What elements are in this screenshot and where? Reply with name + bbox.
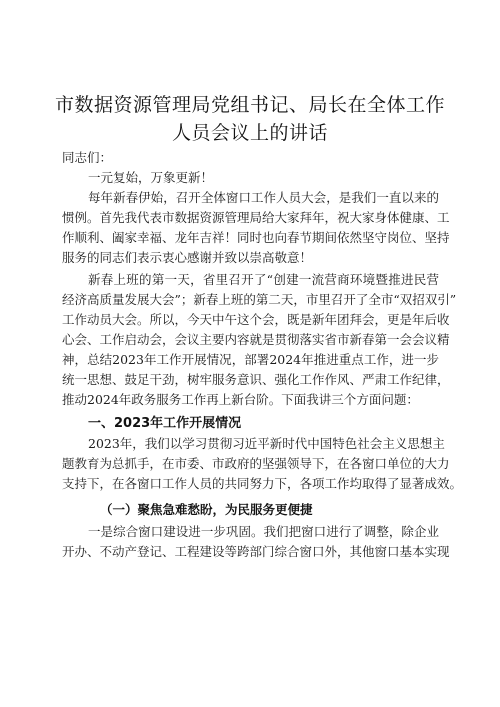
paragraph-line: 心会、工作启动会，会议主要内容就是贯彻落实省市新春第一会会议精	[62, 332, 450, 347]
document-title-line-1: 市数据资源管理局党组书记、局长在全体工作	[54, 94, 445, 116]
paragraph-line: 开办、不动产登记、工程建设等跨部门综合窗口外，其他窗口基本实现	[62, 544, 450, 559]
subsection-heading-1: （一）聚焦急难愁盼，为民服务更便捷	[100, 502, 313, 517]
paragraph-line: 每年新春伊始，召开全体窗口工作人员大会，是我们一直以来的	[88, 190, 439, 205]
paragraph-line: 一元复始，万象更新！	[88, 170, 214, 185]
paragraph-line: 神，总结2023年工作开展情况，部署2024年推进重点工作，进一步	[62, 352, 439, 367]
paragraph-line: 2023年，我们以学习贯彻习近平新时代中国特色社会主义思想主	[88, 436, 445, 451]
paragraph-line: 工作动员大会。所以，今天中午这个会，既是新年团拜会，更是年后收	[62, 312, 450, 327]
paragraph-line: 统一思想、鼓足干劲，树牢服务意识、强化工作作风、严肃工作纪律，	[62, 372, 450, 387]
paragraph-line: 惯例。首先我代表市数据资源管理局给大家拜年，祝大家身体健康、工	[62, 210, 450, 225]
paragraph-line: 一是综合窗口建设进一步巩固。我们把窗口进行了调整，除企业	[88, 524, 439, 539]
paragraph-line: 题教育为总抓手，在市委、市政府的坚强领导下，在各窗口单位的大力	[62, 456, 450, 471]
greeting: 同志们：	[62, 150, 113, 165]
paragraph-line: 作顺利、阖家幸福、龙年吉祥！同时也向春节期间依然坚守岗位、坚持	[62, 230, 450, 245]
paragraph-line: 新春上班的第一天，省里召开了“创建一流营商环境暨推进民营	[88, 272, 439, 287]
section-heading-1: 一、2023年工作开展情况	[88, 416, 242, 431]
paragraph-line: 推动2024年政务服务工作再上新台阶。下面我讲三个方面问题：	[62, 392, 419, 407]
paragraph-line: 支持下，在各窗口工作人员的共同努力下，各项工作均取得了显著成效。	[62, 476, 463, 491]
paragraph-line: 服务的同志们表示衷心感谢并致以崇高敬意！	[62, 250, 313, 265]
paragraph-line: 经济高质量发展大会”；新春上班的第二天，市里召开了全市“双招双引”	[62, 292, 457, 307]
document-title-line-2: 人员会议上的讲话	[171, 122, 328, 144]
